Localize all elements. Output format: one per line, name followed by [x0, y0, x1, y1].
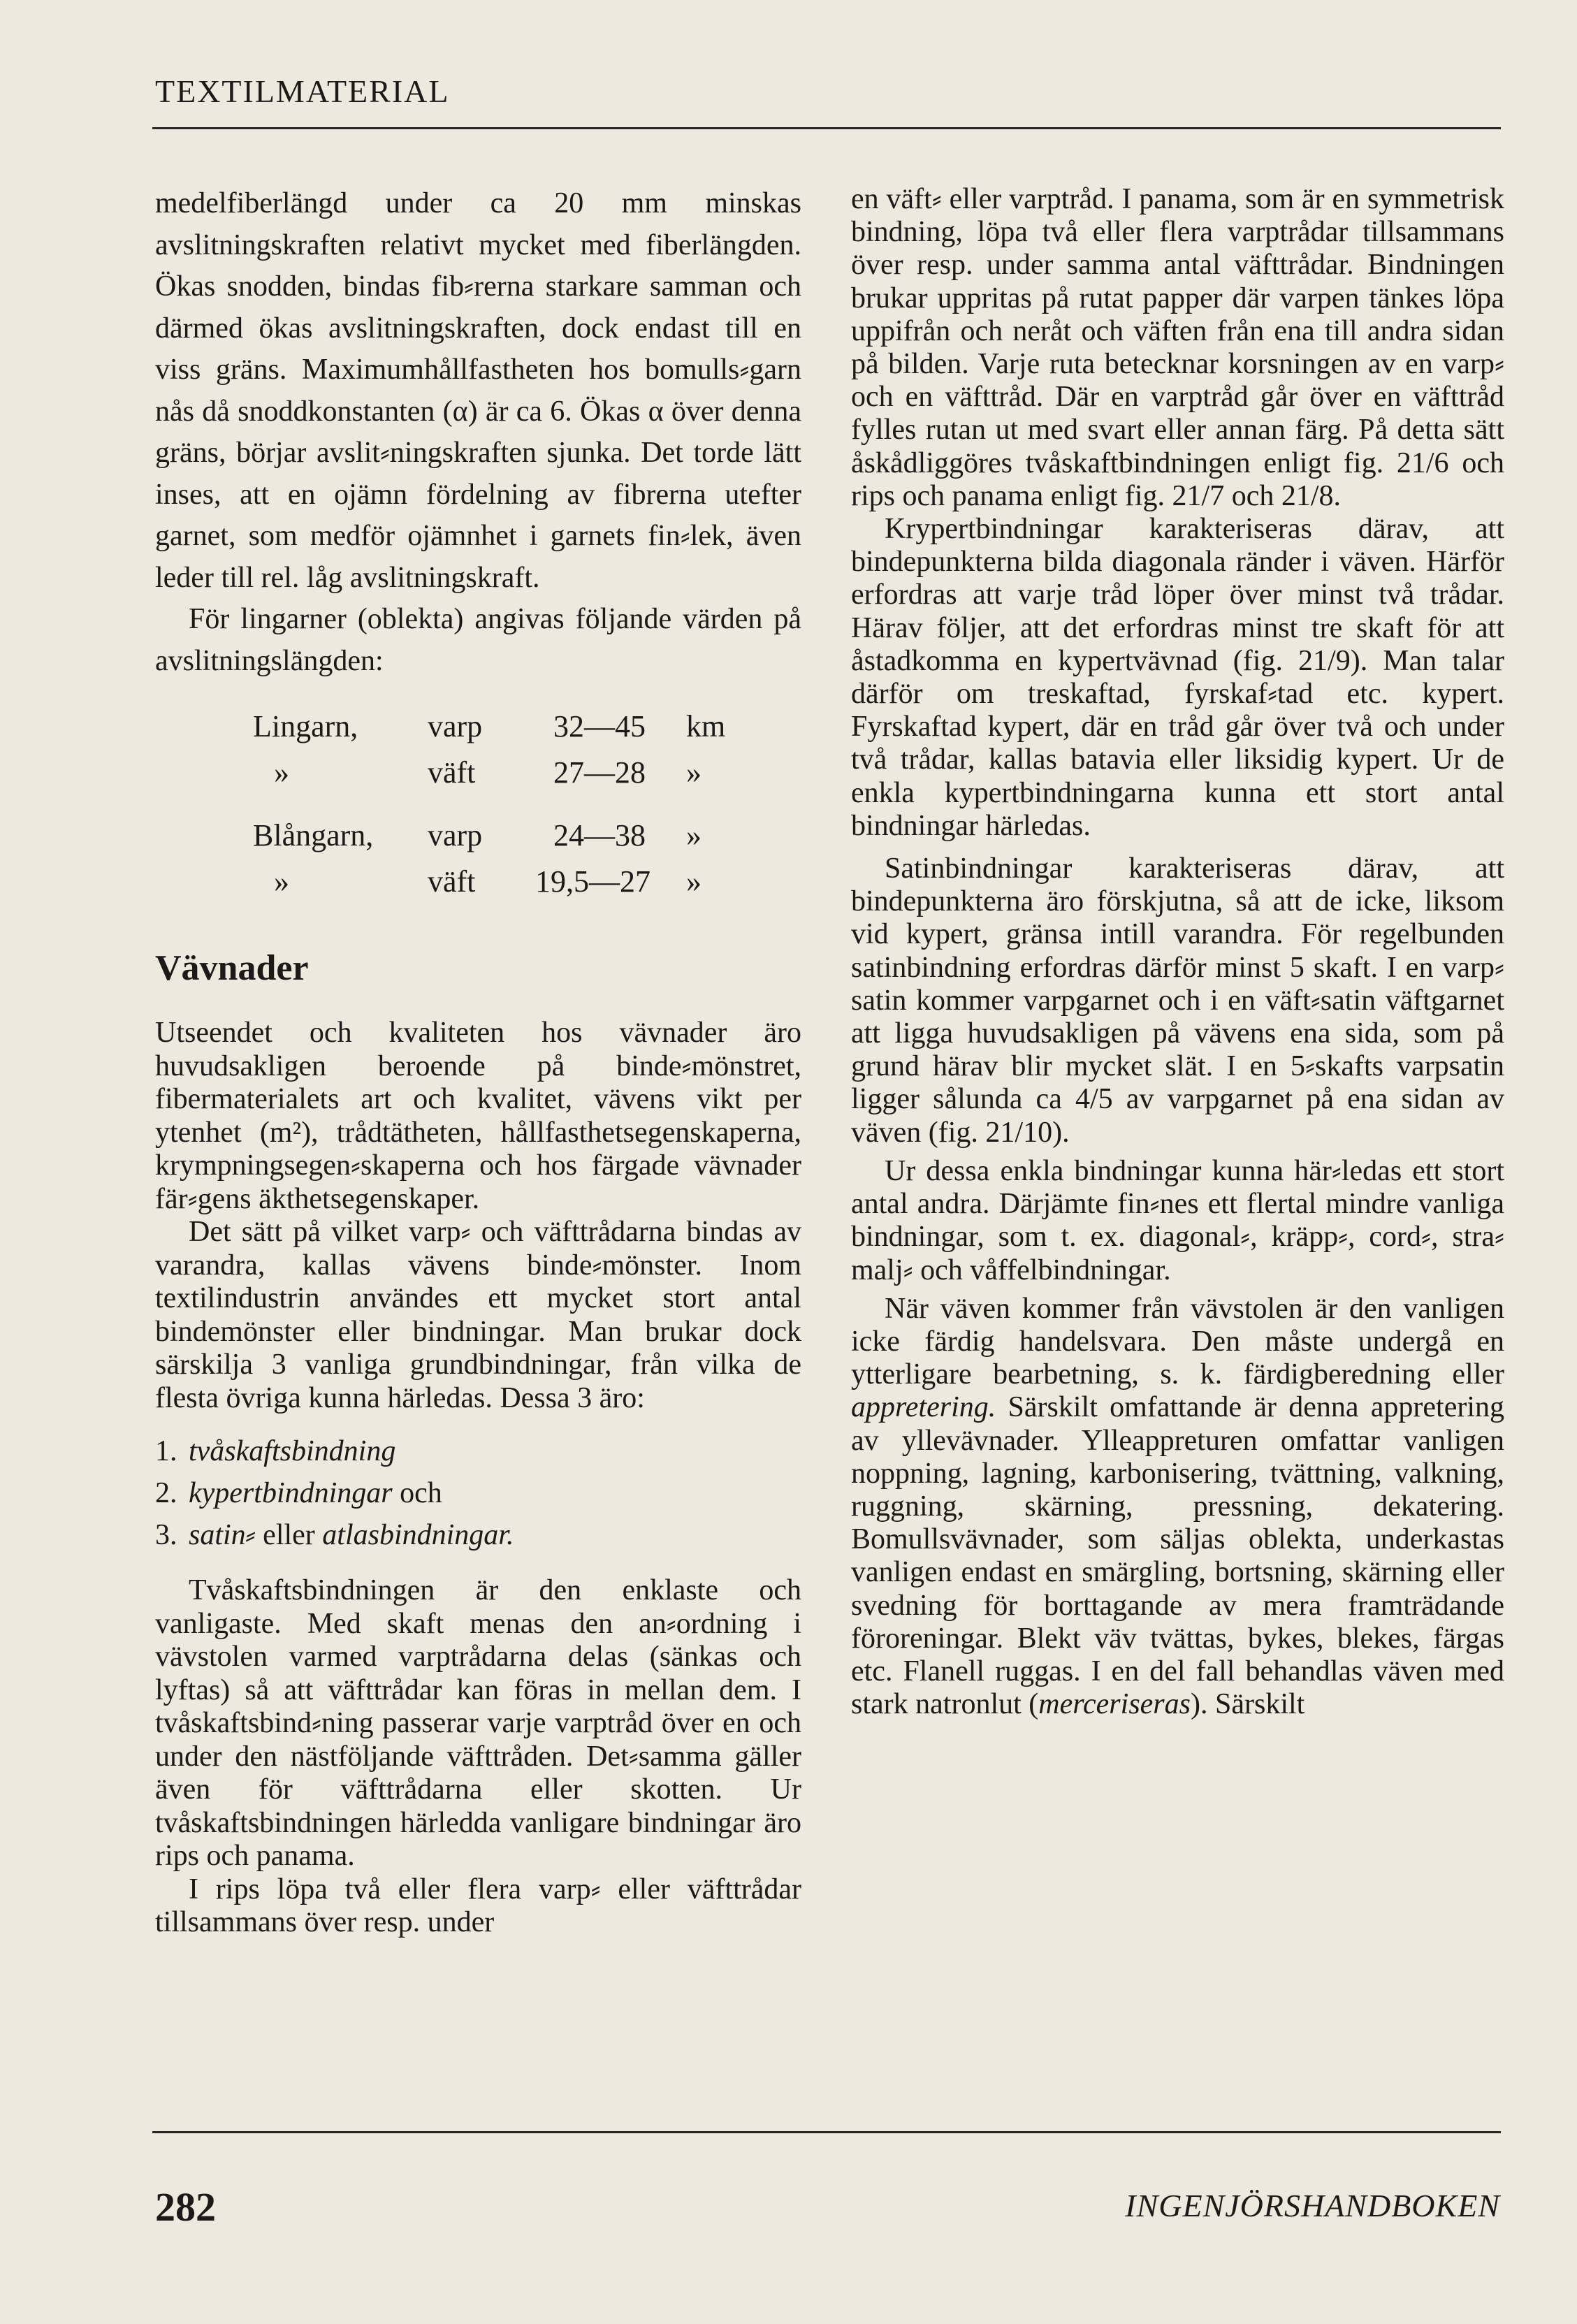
table-cell: 27—28: [553, 755, 646, 790]
table-cell: »: [686, 864, 702, 899]
paragraph: en väft⸗ eller varptråd. I panama, som är en symmetrisk bindning, löpa två eller flera varptrådar tillsammans över resp. under samma antal väfttrådar. Bindningen brukar uppritas på rutat papper där varpen tänkes löpa uppifrån och neråt och väften från ena till andra sidan på bilden. Varje ruta betecknar korsningen av en varp⸗ och en väfttråd. Där en varptråd går över en väfttråd fylles rutan ut med svart eller annan färg. På detta sätt åskådliggöres tvåskaftbindningen enligt fig. 21/6 och rips och panama enligt fig. 21/7 och 21/8.: [851, 183, 1504, 512]
list-term: satin⸗: [189, 1519, 256, 1551]
footer-rule: [152, 2131, 1501, 2133]
breaking-length-table: [253, 703, 801, 904]
list-text: och: [392, 1477, 442, 1509]
book-title: INGENJÖRSHANDBOKEN: [1125, 2188, 1500, 2223]
left-column: [155, 183, 801, 1940]
table-cell: 19,5—27: [535, 864, 651, 899]
page-number: 282: [155, 2184, 216, 2230]
table-cell: varp: [428, 818, 483, 852]
table-cell: »: [686, 755, 702, 790]
paragraph: Tvåskaftsbindningen är den enklaste och vanligaste. Med skaft menas den an⸗ordning i vävstolen varmed varptrådarna delas (sänkas och lyftas) så att väfttrådar kan föras in mellan dem. I tvåskaftsbind⸗ning passerar varje varptråd över en och under den nästföljande väfttråden. Det⸗samma gäller även för väfttrådarna eller skotten. Ur tvåskaftsbindningen härledda vanligare bindningar äro rips och panama.: [155, 1574, 801, 1872]
list-item: [155, 1514, 801, 1556]
paragraph: I rips löpa två eller flera varp⸗ eller väfttrådar tillsammans över resp. under: [155, 1873, 801, 1938]
running-head: TEXTILMATERIAL: [155, 73, 450, 109]
table-row: [253, 812, 801, 858]
section-heading: Vävnader: [155, 948, 309, 988]
paragraph: Utseendet och kvaliteten hos vävnader äro huvudsakligen beroende på binde⸗mönstret, fibermaterialets art och kvalitet, vävens vikt per ytenhet (m²), trådtätheten, hållfasthetsegenskaperna, krympningsegen⸗skaperna och hos färgade vävnader fär⸗gens äkthetsegenskaper.: [155, 1017, 801, 1215]
paragraph: [851, 1293, 1504, 1722]
table-cell: väft: [428, 755, 476, 790]
table-row: [253, 749, 801, 795]
table-cell: Lingarn,: [253, 709, 358, 743]
header-rule: [152, 127, 1501, 129]
list-term: tvåskaftsbindning: [189, 1435, 396, 1467]
list-number: 1.: [155, 1435, 177, 1467]
paragraph: För lingarner (oblekta) angivas följande värden på avslitningslängden:: [155, 603, 801, 677]
table-cell: 24—38: [553, 818, 646, 852]
text-run: ). Särskilt: [1191, 1688, 1305, 1721]
table-cell: km: [686, 709, 726, 743]
text-run: När väven kommer från vävstolen är den vanligen icke färdig handelsvara. Den måste undergå en ytterligare bearbetning, s. k. färdigberedning eller: [851, 1292, 1504, 1391]
list-text: eller: [255, 1519, 323, 1551]
table-row: [253, 858, 801, 904]
paragraph: medelfiberlängd under ca 20 mm minskas avslitningskraften relativt mycket med fiberlängden. Ökas snodden, bindas fib⸗rerna starkare samman och därmed ökas avslitningskraften, dock endast till en viss gräns. Maximumhållfastheten hos bomulls⸗garn nås då snoddkonstanten (α) är ca 6. Ökas α över denna gräns, börjar avslit⸗ningskraften sjunka. Det torde lätt inses, att en ojämn fördelning av fibrerna utefter garnet, som medför ojämnhet i garnets fin⸗lek, även leder till rel. låg avslitningskraft.: [155, 187, 801, 594]
text-run: Särskilt omfattande är denna appretering av yllevävnader. Ylleappreturen omfattar vanligen noppning, lagning, karbonisering, tvättning, valkning, ruggning, skärning, pressning, dekatering. Bomullsvävnader, som säljas oblekta, underkastas vanligen endast en smärgling, bortsning, skärning eller svedning för borttagande av mera framträdande föroreningar. Blekt väv tvättas, bykes, blekes, färgas etc. Flanell ruggas. I en del fall behandlas väven med stark natronlut (: [851, 1391, 1504, 1721]
list-item: [155, 1430, 801, 1472]
table-cell: »: [274, 755, 289, 790]
table-cell: väft: [428, 864, 476, 899]
paragraph: Satinbindningar karakteriseras därav, att bindepunkterna äro förskjutna, så att de icke, liksom vid kypert, gränsa intill varandra. För regelbunden satinbindning erfordras därför minst 5 skaft. I en varp⸗satin kommer varpgarnet och i en väft⸗satin väftgarnet att ligga huvudsakligen på vävens ena sida, som på grund härav blir mycket slät. I en 5⸗skafts varpsatin ligger sålunda ca 4/5 av varpgarnet på ena sidan av väven (fig. 21/10).: [851, 852, 1504, 1149]
table-row: [253, 703, 801, 749]
emphasis: merceriseras: [1038, 1688, 1191, 1721]
list-item: [155, 1472, 801, 1514]
paragraph: Ur dessa enkla bindningar kunna här⸗ledas ett stort antal andra. Därjämte fin⸗nes ett flertal mindre vanliga bindningar, som t. ex. diagonal⸗, kräpp⸗, cord⸗, stra⸗malj⸗ och våffelbindningar.: [851, 1154, 1504, 1286]
list-number: 3.: [155, 1519, 177, 1551]
table-cell: varp: [428, 709, 483, 743]
list-term: kypertbindningar: [189, 1477, 393, 1509]
emphasis: appretering.: [851, 1391, 996, 1424]
table-cell: Blångarn,: [253, 818, 374, 852]
list-number: 2.: [155, 1477, 177, 1509]
table-cell: »: [274, 864, 289, 899]
binding-list: [155, 1430, 801, 1556]
paragraph: Det sätt på vilket varp⸗ och väfttrådarna bindas av varandra, kallas vävens binde⸗mönster. Inom textilindustrin användes ett mycket stort antal bindemönster eller bindningar. Man brukar dock särskilja 3 vanliga grundbindningar, från vilka de flesta övriga kunna härledas. Dessa 3 äro:: [155, 1216, 801, 1414]
paragraph: Krypertbindningar karakteriseras därav, att bindepunkterna bilda diagonala ränder i väven. Härför erfordras att varje tråd löper över minst två trådar. Härav följer, att det erfordras minst tre skaft för att åstadkomma en kypertvävnad (fig. 21/9). Man talar därför om treskaftad, fyrskaf⸗tad etc. kypert. Fyrskaftad kypert, där en tråd går över två och under två trådar, kallas batavia eller liksidig kypert. Ur de enkla kypertbindningarna kunna ett stort antal bindningar härledas.: [851, 513, 1504, 842]
list-term: atlasbindningar.: [322, 1519, 514, 1551]
table-cell: »: [686, 818, 702, 852]
table-cell: 32—45: [553, 709, 646, 743]
right-column: [851, 183, 1504, 1721]
